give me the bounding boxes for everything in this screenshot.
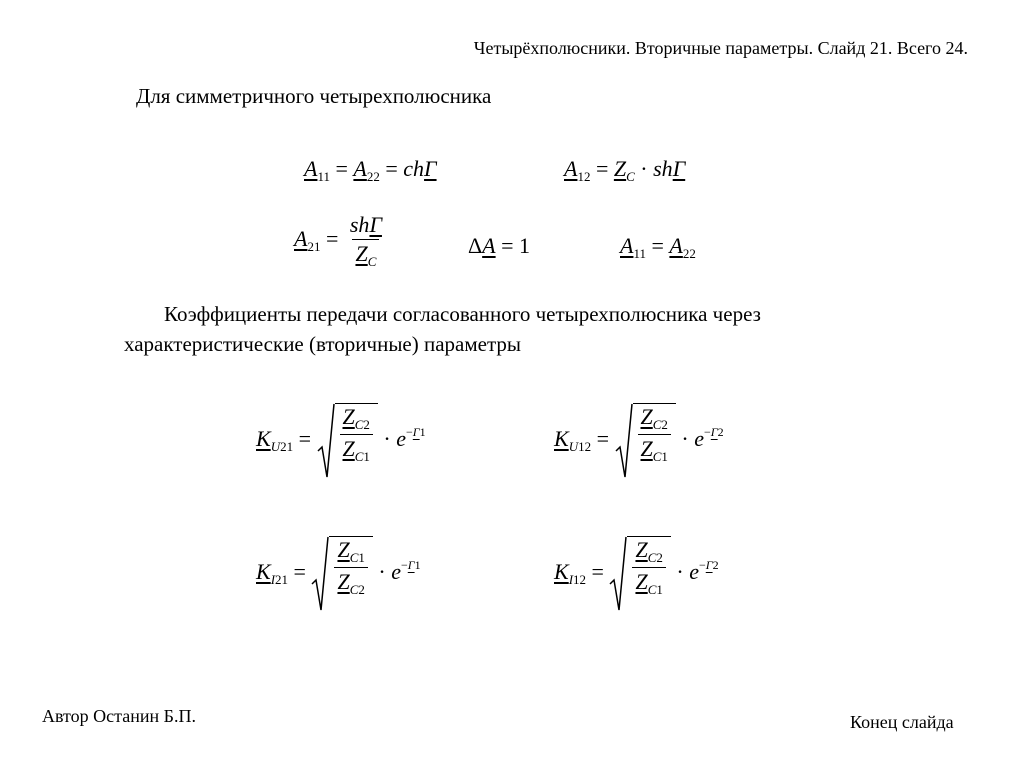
square-root: $\frac{Z_{C2}}{Z_{C1}}$ [609, 536, 670, 612]
fraction: $\frac{\text{shΓ}}{Z_C}$ [349, 212, 382, 269]
paragraph-line-2: характеристические (вторичные) параметры [124, 332, 522, 356]
formula-ki12: $K_{I12}$ = $\frac{Z_{C2}}{Z_{C1}}$ · $e^{-\Gamma 2}$ [554, 536, 719, 612]
formula-ku12: $K_{U12}$ = $\frac{Z_{C2}}{Z_{C1}}$ · $e^{-\Gamma 2}$ [554, 403, 724, 479]
square-root: $\frac{Z_{C2}}{Z_{C1}}$ [615, 403, 676, 479]
paragraph [124, 299, 924, 359]
formula-a11-eq-a22-eq-ch-gamma: $A_{11} = A_{22} = ch\Gamma$ [304, 156, 437, 184]
formula-ku21: $K_{U21}$ = $\frac{Z_{C2}}{Z_{C1}}$ · $e^{-\Gamma 1}$ [256, 403, 426, 479]
author-label: Автор Останин Б.П. [42, 706, 196, 726]
paragraph-line-1: Коэффициенты передачи согласованного четырехполюсника через [164, 302, 761, 326]
formula-a12-eq-zc-sh-gamma: $A_{12} = Z_C \cdot sh\Gamma$ [564, 156, 686, 184]
formula-a21-eq-sh-gamma-over-zc: $A_{21}$ = $\frac{\text{shΓ}}{Z_C}$ [294, 214, 388, 268]
formula-a11-eq-a22: $A_{11} = A_{22}$ [620, 233, 696, 261]
end-slide-link[interactable]: Конец слайда [850, 712, 954, 732]
square-root: $\frac{Z_{C1}}{Z_{C2}}$ [311, 536, 372, 612]
formula-ki21: $K_{I21}$ = $\frac{Z_{C1}}{Z_{C2}}$ · $e^{-\Gamma 1}$ [256, 536, 421, 612]
square-root: $\frac{Z_{C2}}{Z_{C1}}$ [317, 403, 378, 479]
formula-delta-a-eq-1: ΔA = 1 [468, 233, 531, 258]
symbol-a: A [304, 156, 318, 181]
symbol-a: A [353, 156, 367, 181]
subtitle: Для симметричного четырехполюсника [136, 84, 492, 108]
slide-header: Четырёхполюсники. Вторичные параметры. Слайд 21. Всего 24. [473, 38, 968, 58]
